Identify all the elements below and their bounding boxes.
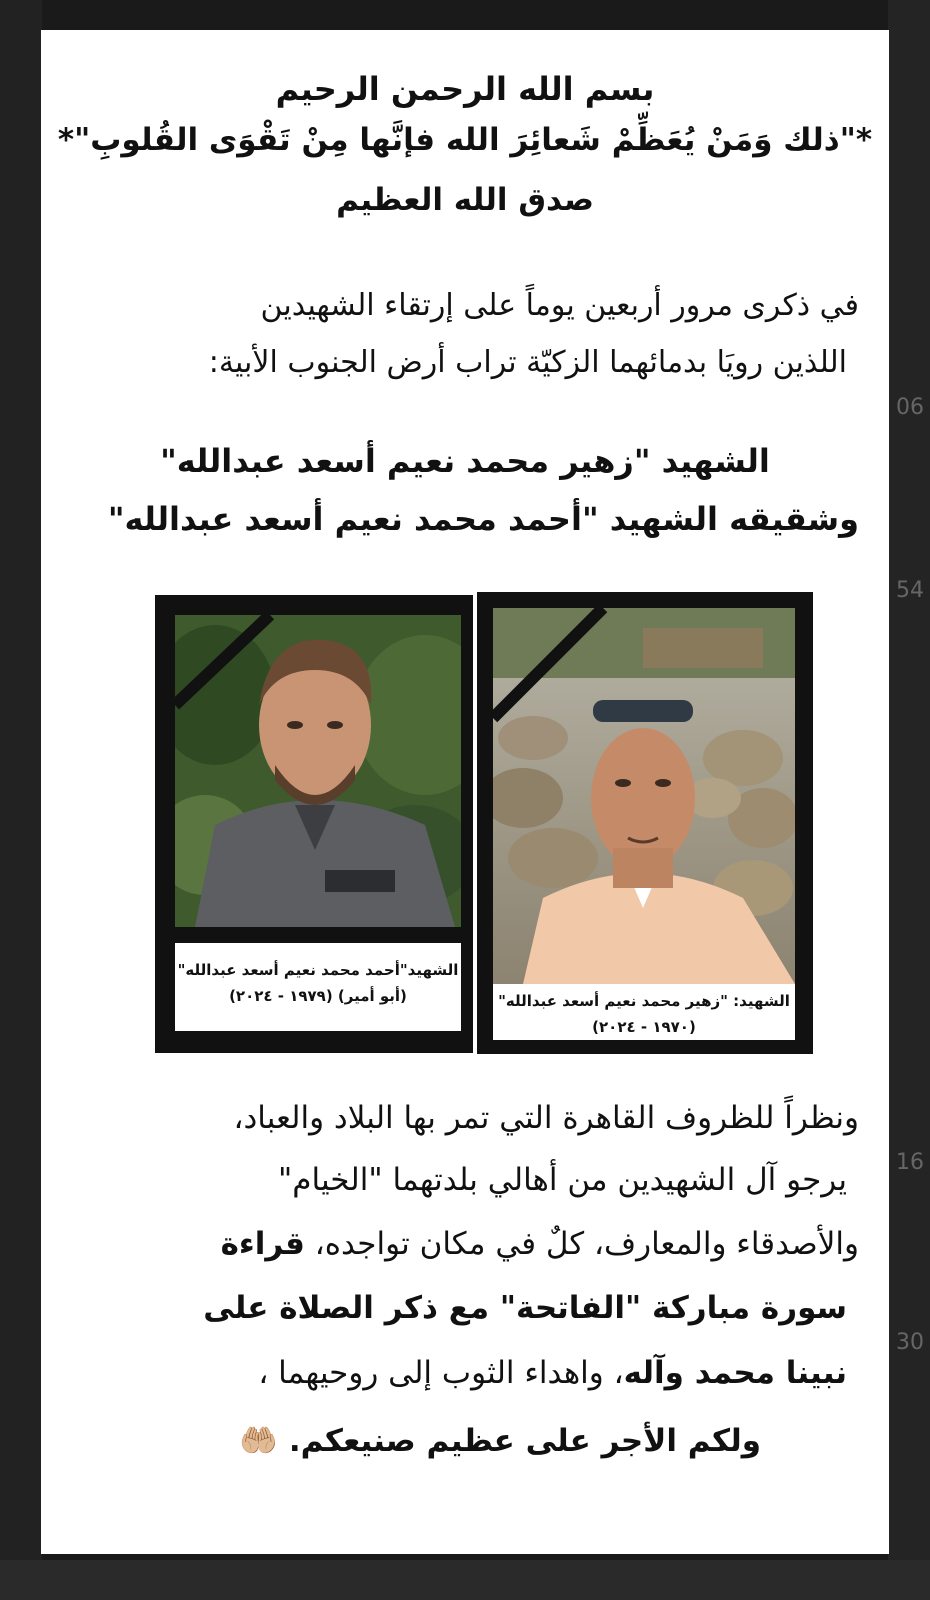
caption-dates: (أبو أمير) (١٩٧٩ - ٢٠٢٤) (229, 987, 407, 1005)
body-text-bold: نبينا محمد وآله (623, 1355, 847, 1391)
body-text-bold: قراءة (220, 1226, 305, 1262)
closing-text: ولكم الأجر على عظيم صنيعكم. (288, 1423, 761, 1459)
body-line-bold: سورة مباركة "الفاتحة" مع ذكر الصلاة على (203, 1290, 847, 1326)
martyr-photo-ahmad (175, 615, 461, 927)
caption-name: الشهيد: "زهير محمد نعيم أسعد عبدالله" (498, 992, 790, 1010)
photo-frame-left (155, 595, 473, 1053)
bottom-bar (0, 1560, 930, 1600)
sadaq-line: صدق الله العظيم (336, 182, 594, 218)
intro-line: في ذكرى مرور أربعين يوماً على إرتقاء الشهيدين (260, 288, 859, 323)
caption-name: الشهيد"أحمد محمد نعيم أسعد عبدالله" (177, 961, 459, 979)
intro-line: اللذين رويَا بدمائهما الزكيّة تراب أرض الجنوب الأبية: (208, 345, 847, 380)
quran-verse: *"ذلك وَمَنْ يُعَظِّمْ شَعائِرَ الله فإنَّها مِنْ تَقْوَى القُلوبِ"* (57, 122, 873, 158)
martyr-name-line: وشقيقه الشهيد "أحمد محمد نعيم أسعد عبدالله" (107, 500, 859, 538)
photo-caption-right (493, 984, 795, 1040)
body-line: ونظراً للظروف القاهرة التي تمر بها البلاد والعباد، (233, 1100, 859, 1136)
praying-hands-icon: 🤲🏼 (239, 1423, 279, 1459)
caption-dates: (١٩٧٠ - ٢٠٢٤) (592, 1018, 696, 1036)
body-line: يرجو آل الشهيدين من أهالي بلدتهما "الخيام" (278, 1162, 847, 1198)
photo-frame-right (477, 592, 813, 1054)
background-number: 06 (896, 395, 924, 420)
body-closing-line (239, 1422, 761, 1459)
martyr-photo-zuhair (493, 608, 795, 984)
background-number: 30 (896, 1330, 924, 1355)
background-number: 54 (896, 578, 924, 603)
background-right-strip (888, 0, 930, 1600)
body-line (221, 1226, 859, 1262)
bismillah-heading: بسم الله الرحمن الرحيم (275, 70, 655, 108)
background-left-strip (0, 0, 42, 1600)
body-line (258, 1355, 847, 1391)
body-text: ، واهداء الثوب إلى روحيهما ، (258, 1355, 624, 1391)
obituary-card (41, 30, 889, 1554)
martyr-name-line: الشهيد "زهير محمد نعيم أسعد عبدالله" (160, 442, 770, 480)
body-text: والأصدقاء والمعارف، كلٌ في مكان تواجده، (304, 1226, 859, 1262)
background-number: 16 (896, 1150, 924, 1175)
photo-caption-left (175, 943, 461, 1031)
